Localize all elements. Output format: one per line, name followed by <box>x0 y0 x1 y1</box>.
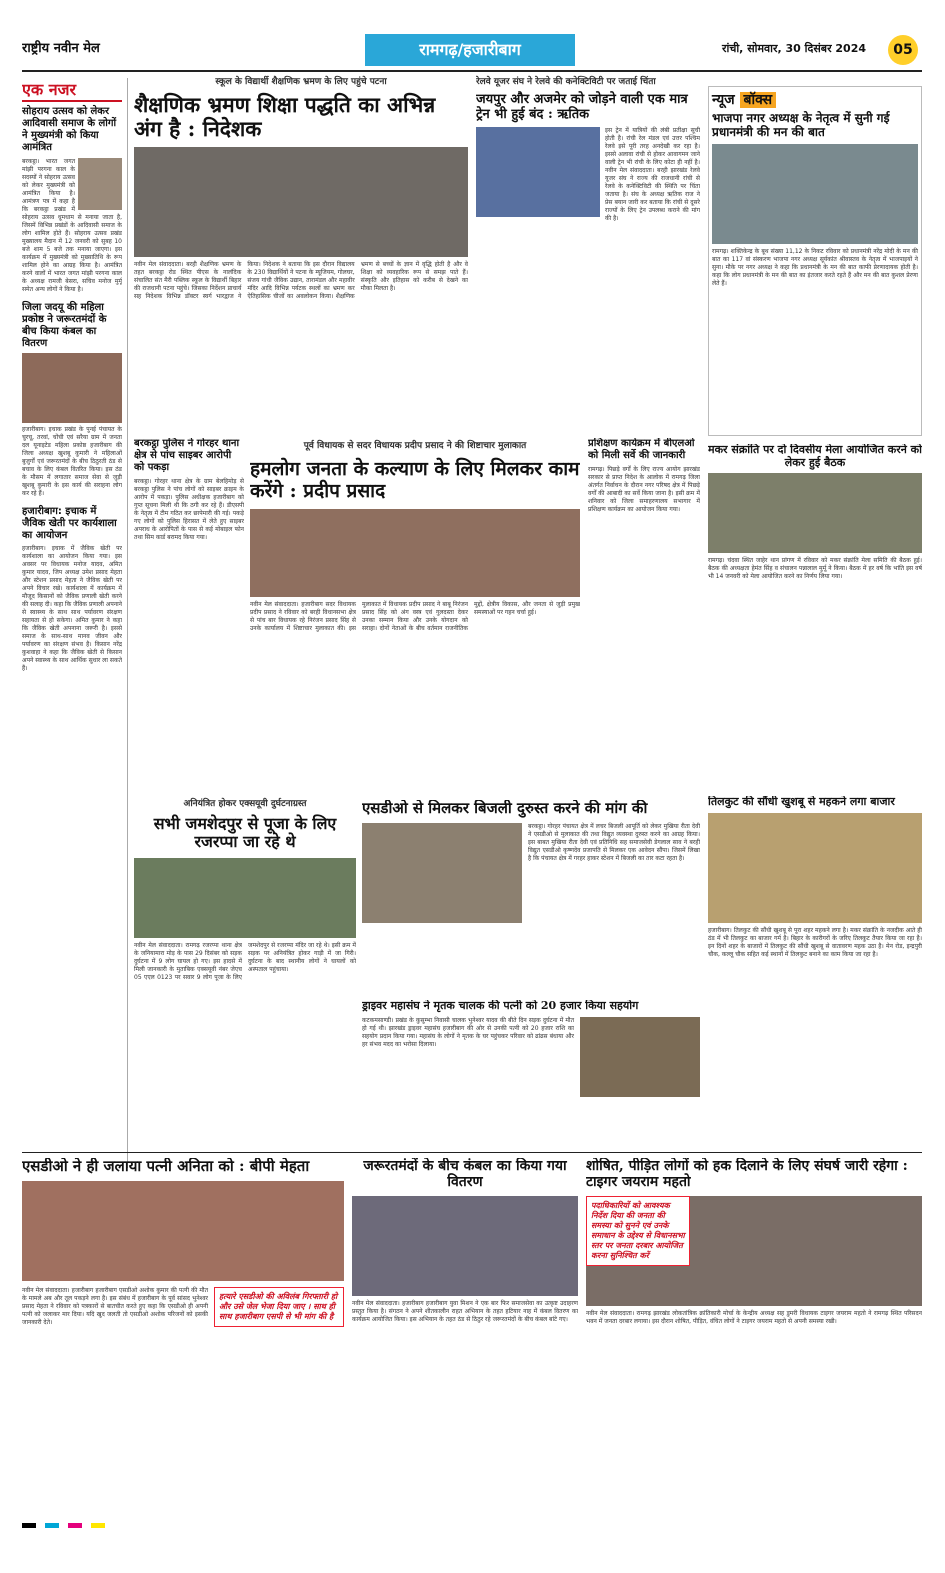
driver-photo <box>580 1017 700 1097</box>
swatch-magenta <box>68 1523 82 1528</box>
story3-title: हजारीबाग: इचाक में जैविक खेती पर कार्यशाला का आयोजन <box>22 506 117 541</box>
pradeep-story <box>250 438 580 738</box>
bottom-mid-story <box>352 1158 578 1508</box>
bottom-left-photo <box>22 1181 344 1281</box>
ek-nazar-column <box>22 78 122 1168</box>
bottom-mid-headline: जरूरतमंदों के बीच कंबल का किया गया वितरण <box>363 1158 567 1191</box>
paper-name: राष्ट्रीय नवीन मेल <box>22 41 100 56</box>
column-divider <box>127 78 128 1168</box>
pradeep-body: नवीन मेल संवाददाता। हजारीबाग सदर विधायक प्रदीप प्रसाद ने रविवार को बरही विधानसभा क्षेत्र से पांच बार विधायक रहे निरंजन प्रसाद सिंह से उनके कार्यालय में शिष्टाचार मुलाकात की। इस मुलाकात में विधायक प्रदीप प्रसाद ने बाबू निरंजन प्रसाद सिंह को अंग वस्त्र एवं गुलदस्ता देकर उनका सम्मान किया और उनके योगदान को सराहा। दोनों नेताओं के बीच वर्तमान राजनीतिक मुद्दों, क्षेत्रीय विकास, और जनता से जुड़ी प्रमुख समस्याओं पर गहन चर्चा हुई। <box>250 600 580 632</box>
section-rule <box>22 1152 922 1153</box>
accident-body: नवीन मेल संवाददाता। रामगढ़ रजरप्पा थाना क्षेत्र के जनियामारा मोड़ के पास 29 दिसंबर को सड़क दुर्घटना में 9 लोग घायल हो गए। इस हादसे में मिली जानकारी के मुताबिक एक्सयूवी नंबर जेएच 05 एएल 0123 पर सवार 9 लोग पूजा के लिए जमशेदपुर से रजरप्पा मंदिर जा रहे थे। इसी क्रम में सड़क पर अनियंत्रित होकर गाड़ी में जा गिरी। दुर्घटना के बाद स्थानीय लोगों ने घायलों को अस्पताल पहुंचाया। <box>134 941 356 981</box>
bottom-mid-body: नवीन मेल संवाददाता। हजारीबाग हजारीबाग युवा मिशन ने एक बार फिर समाजसेवा का उत्कृष्ट उदाहरण प्रस्तुत किया है। संगठन ने अपने शीतकालीन राहत अभियान के तहत हटियार नाह में कंबल वितरण का कार्यक्रम आयोजित किया। इस अभियान के तहत ठंड से ठिठुर रहे जरूरतमंदों के बीच कंबल बांटे गए। <box>352 1300 578 1324</box>
masthead <box>22 34 922 66</box>
electricity-headline: एसडीओ से मिलकर बिजली दुरुस्त करने की मांग की <box>362 800 648 817</box>
training-body: रामगढ़। पिछड़े वर्गों के लिए राज्य आयोग झारखंड सरकार से प्राप्त निदेश के आलोक में रामगढ़ जिला अंतर्गत निर्वाचन के दौरान नगर परिषद क्षेत्र में पिछड़े वर्गों की आबादी का सर्वे किया जाना है। इसी क्रम में शनिवार को जिला समाहरणालय सभागार में प्रशिक्षण कार्यक्रम का आयोजन किया गया। <box>588 466 700 513</box>
ek-nazar-label: एक नजर <box>22 78 122 102</box>
train-photo <box>476 127 600 217</box>
makar-body: रामगढ़। चंदवा स्थित जाहेर थान प्रांगण में रविवार को मकर संक्रांति मेला समिति की बैठक हुई। बैठक की अध्यक्षता हेमंत सिंह व संचालन पन्नालाल मुर्मू ने किया। बैठक में हर वर्ष कि भांति इस वर्ष भी 14 जनवरी को मेला आयोजित करने का निर्णय लिया गया। <box>708 557 922 581</box>
top-body: नवीन मेल संवाददाता। बरही शैक्षणिक भ्रमण के तहत बरकट्ठा रोड स्थित पीएस के नालंदिक संचालित संत मैरी पब्लिक स्कूल के विद्यार्थी बिहार की राजधानी पटना पहुंचे। जिसका निर्देशन प्राचार्य सह निदेशक विभिन्न डॉक्टर स्वर्ग भारद्वाज ने किया। निदेशक ने बताया कि इस दौरान विद्यालय के 230 विद्यार्थियों ने पटना के म्यूजियम, गोलघर, संजय गांधी जैविक उद्यान, तारामंडल और महावीर मंदिर आदि विभिन्न पर्यटक स्थलों का भ्रमण कर ऐतिहासिक चीजों का अवलोकन किया। शैक्षणिक भ्रमण से बच्चों के ज्ञान में वृद्धि होती है और वे शिक्षा को व्यवहारिक रूप से समझ पाते हैं। संस्कृति और इतिहास को करीब से देखने का मौका मिलता है। <box>134 261 468 301</box>
tilkut-title: तिलकुट की सौंधी खुशबू से महकने लगा बाजार <box>708 796 895 808</box>
color-registration-bar <box>22 1518 922 1528</box>
top-story <box>134 74 468 429</box>
story2-title: जिला जदयू की महिला प्रकोष्ठ ने जरूरतमंदों के बीच किया कंबल का वितरण <box>22 302 107 349</box>
students-photo <box>134 147 468 257</box>
news-box <box>708 86 922 436</box>
pradeep-kicker: पूर्व विधायक से सदर विधायक प्रदीप प्रसाद ने की शिष्टाचार मुलाकात <box>303 441 527 451</box>
meeting-photo <box>250 509 580 597</box>
bottom-left-headline: एसडीओ ने ही जलाया पत्नी अनिता को : बीपी मेहता <box>22 1158 310 1175</box>
page-number: 05 <box>888 35 918 65</box>
electricity-body: बरकट्ठा। गोरहर पंचायत क्षेत्र में लचर बिजली आपूर्ति को लेकर मुखिया रीता देवी ने एसडीओ से मुलाकात की तथा विद्युत व्यवस्था दुरुस्त करने का आग्रह किया। इस बाबत मुखिया रीता देवी एवं प्रतिनिधि सह समाजसेवी डेगलाल साव ने बरही विद्युत एसडीओ कृष्णदेव प्रजापति से मिलकर एक आवेदन सौंपा। जिसमें लिखा है कि पंचायत क्षेत्र में गरहर हाकर स्टेशन में बिजली का तार कटा रहता है। <box>528 823 700 863</box>
bottom-right-story <box>586 1158 922 1508</box>
police-title: बरकट्ठा पुलिस ने गोरहर थाना क्षेत्र से पांच साइबर आरोपी को पकड़ा <box>134 438 240 473</box>
accident-photo <box>134 858 356 938</box>
rail-headline: जयपुर और अजमेर को जोड़ने वाली एक मात्र ट्रेन भी हुई बंद : ऋतिक <box>476 92 688 122</box>
bottom-left-callout: हत्यारे एसडीओ की अविलंब गिरफ्तारी हो और उसे जेल भेजा दिया जाए । साथ ही साथ हजारीबाग एसपी से भी मांग की है <box>214 1287 344 1327</box>
story3-body: हजारीबाग। इचाक में जैविक खेती पर कार्यशाला का आयोजन किया गया। इस अवसर पर विधायक मनोज यादव, अमित कुमार यादव, जिप अध्यक्ष उमेश प्रसाद मेहता और स्टेशन प्रसाद मेहता ने जैविक खेती पर अपने विचार रखे। कार्यशाला में कार्यक्रम में मौजूद किसानों को जैविक प्रणाली खेती करने की सलाह दी। कहा कि जैविक प्रणाली अपनाने से स्वास्थ्य के साथ साथ पर्यावरण संरक्षण सहायता से हो सकेगा। अमित कुमार ने कहा कि जैविक खेती अपनाना जरूरी है। इससे समाज के साथ-साथ मानव जीवन और पर्यावरण का संरक्षण संभव है। किसान नरेंद्र कुशवाहा ने कहा कि जैविक खेती से किसान अपने स्वास्थ्य के साथ आर्थिक सुधार ला सकते हैं। <box>22 545 122 672</box>
driver-headline: ड्राइवर महासंघ ने मृतक चालक की पत्नी को 20 हजार किया सहयोग <box>362 1000 639 1012</box>
rail-body: इस ट्रेन में यात्रियों की लंबी प्रतीक्षा सूची होती है। रांची रेल मंडल एवं उत्तर पश्चिम रेलवे इसे पूरी तरह अनदेखी कर रहा है। इससे अलावा रांची से होकर आवागमन जाने वाली ट्रेन भी रांची के लिए कोटा ही नहीं है। नवीन मेल संवाददाता। बरही झारखंड रेलवे यूजर संघ ने राज्य की राजधानी रांची से रेलवे के कनेक्टिविटी की स्थिति पर चिंता जताया है। संघ के अध्यक्ष ऋतिक राज ने प्रेस बयान जारी कर बताया कि रांची से दूसरे राज्यों के लिए ट्रेन उपलब्ध कराने की मांग की है। <box>605 126 700 222</box>
section-title: रामगढ़/हजारीबाग <box>365 34 575 66</box>
bottom-left-body: नवीन मेल संवाददाता। हजारीबाग हजारीबाग एसडीओ अशोक कुमार की पत्नी की मौत के मामले अब और तूल पकड़ने लगा है। इस संबंध में हजारीबाग के पूर्व सांसद भुनेश्वर प्रसाद मेहता ने रविवार को पत्रकारों से बातचीत करते हुए कहा कि एसडीओ ही अपनी पत्नी को जलाकर मार दिया। यदि खुद जलती तो एसडीओ अशोक परिजनों को इसकी जानकारी देते। <box>22 1287 208 1327</box>
news-box-label-a: न्यूज <box>712 92 735 108</box>
blanket-photo <box>22 353 122 423</box>
story2-body: हजारीबाग। इचाक प्रखंड के पुनई पंचायत के चुरचू, तरवां, चोंची एवं सरैया ग्राम में जनता दल यूनाइटेड महिला प्रकोष्ठ हजारीबाग की जिला अध्यक्ष खुशबू कुमारी ने महिलाओं बुजुर्गों एवं जरूरतमंदों के बीच ठिठुरती ठंड से बचाव के लिए कंबल वितरित किया। इस ठंड के मौसम में लगातार समाज सेवा से जुड़ी खुशबू कुमारी के इस कार्य की सराहना लोग कर रहे हैं। <box>22 426 122 497</box>
bottom-left-story <box>22 1158 344 1508</box>
news-box-body: रामगढ़। शक्तिकेन्द्र के बूथ संख्या 11,12 के निकट रविवार को प्रधानमंत्री नरेंद्र मोदी के मन की बात का 117 वां संस्करण भाजपा नगर अध्यक्ष सूर्यकांत श्रीवास्तव के नेतृत्व में भाजपाइयों ने सुना। मौके पर नगर अध्यक्ष ने कहा कि प्रधानमंत्री के मन की बात काफी प्रेरणादायक होती है। कहा कि लोग प्रधानमंत्री के मन की बात का इंतजार करते रहते हैं और मन की बात कुशल प्रेरणा लेते हैं। <box>712 247 918 287</box>
makar-story <box>708 444 922 784</box>
top-headline: शैक्षणिक भ्रमण शिक्षा पद्धति का अभिन्न अंग है : निदेशक <box>134 92 436 142</box>
news-box-label-b: बॉक्स <box>740 92 777 108</box>
bottom-right-callout: पदाधिकारियों को आवश्यक निर्देश दिया की जनता की समस्या को सुनने एवं उनके समाधान के उद्देश्य से विधानसभा स्तर पर जनता दरबार आयोजित करना सुनिश्चित करें <box>586 1196 690 1266</box>
bottom-right-body: नवीन मेल संवाददाता। रामगढ़ झारखंड लोकतांत्रिक क्रांतिकारी मोर्चा के केन्द्रीय अध्यक्ष सह डुमरी विधायक टाइगर जयराम महतो ने रामगढ़ स्थित परिसदन भवन में जनता दरबार लगाया। इस दौरान शोषित, पीड़ित, वंचित लोगों ने टाइगर जयराम महतो से अपनी समस्या रखी। <box>586 1310 922 1326</box>
accident-story <box>134 796 356 1146</box>
training-title: प्रशिक्षण कार्यक्रम में बीएलओ को मिली सर्वे की जानकारी <box>588 438 695 461</box>
makar-title: मकर संक्रांति पर दो दिवसीय मेला आयोजित करने को लेकर हुई बैठक <box>708 444 922 469</box>
mann-ki-baat-photo <box>712 144 918 244</box>
driver-body: कटकमसाण्डी। प्रखंड के कुसुम्भा निवासी चालक भुनेश्वर यादव की बीते दिन सड़क दुर्घटना में मौत हो गई थी। झारखंड ड्राइवर महासंघ हजारीबाग की ओर से उनकी पत्नी को 20 हजार राशि का सहयोग प्रदान किया गया। महासंघ के लोगों ने मृतक के घर पहुंचकर परिवार को ढांढस बंधाया और हर संभव मदद का भरोसा दिलाया। <box>362 1016 574 1048</box>
accident-headline: सभी जमशेदपुर से पूजा के लिए रजरप्पा जा रहे थे <box>153 814 337 852</box>
dateline: रांची, सोमवार, 30 दिसंबर 2024 <box>722 42 867 55</box>
tilkut-photo <box>708 813 922 923</box>
swatch-black <box>22 1523 36 1528</box>
tilkut-story <box>708 796 922 1146</box>
bottom-right-headline: शोषित, पीड़ित लोगों को हक दिलाने के लिए संघर्ष जारी रहेगा : टाइगर जयराम महतो <box>586 1158 908 1191</box>
swatch-cyan <box>45 1523 59 1528</box>
news-box-headline: भाजपा नगर अध्यक्ष के नेतृत्व में सुनी गई प्रधानमंत्री की मन की बात <box>712 111 890 139</box>
electricity-story <box>362 800 700 990</box>
portrait-photo <box>78 158 122 210</box>
rail-kicker: रेलवे यूजर संघ ने रेलवे की कनेक्टिविटी पर जताई चिंता <box>476 77 656 87</box>
tilkut-body: हजारीबाग। तिलकुट की सौंधी खुशबू से पूरा शहर महकने लगा है। मकर संक्रांति के नजदीक आते ही ठंड में भी तिलकुट का बाजार गर्म है। बिहार के कारीगरों के जरिए तिलकुट तैयार किया जा रहा है। इन दिनों शहर के बाजारों में तिलकुट की सौंधी खुशबू से वातावरण महक उठा है। मेन रोड, इन्द्रपुरी चौक, कल्लू चौक सहित कई स्थानों में तिलकुट बनाने का काम किया जा रहा है। <box>708 926 922 958</box>
police-story <box>134 438 244 728</box>
accident-kicker: अनियंत्रित होकर एक्सयूवी दुर्घटनाग्रस्त <box>183 799 307 809</box>
story1-title: सोहराय उत्सव को लेकर आदिवासी समाज के लोगों ने मुख्यमंत्री को किया आमंत्रित <box>22 106 117 153</box>
pradeep-headline: हमलोग जनता के कल्याण के लिए मिलकर काम करेंगे : प्रदीप प्रसाद <box>250 458 580 502</box>
masthead-rule <box>22 70 922 72</box>
police-body: बरकट्ठा। गोरहर थाना क्षेत्र के ग्राम बेलहिमोड़ से बरकट्ठा पुलिस ने पांच लोगों को साइबर क्राइम के आरोप में पकड़ा। पुलिस अधीक्षक हजारीबाग को गुप्त सूचना मिली थी कि ठगी कर रहे हैं। डीएसपी के नेतृत्व में टीम गठित कर छापेमारी की गई। पकड़े गए लोगों को पुलिस हिरासत में लेते हुए साइबर अपराध के आरोपितों के पास से कई मोबाइल फोन तथा सिम कार्ड बरामद किया गया। <box>134 478 244 541</box>
driver-story <box>362 1000 700 1150</box>
makar-photo <box>708 473 922 553</box>
swatch-yellow <box>91 1523 105 1528</box>
sdo-photo <box>362 823 522 923</box>
training-story <box>588 438 700 738</box>
story1-body: बरकट्ठा। भारत जगत मांझी परगना काल के सदस्यों ने सोहराय उत्सव को लेकर मुख्यमंत्री को आमंत्रित किया है। आमंत्रण पत्र में कहा है कि बरकट्ठा प्रखंड में सोहराय उत्सव धूमधाम से मनाया जाता है, जिसमें विभिन्न प्रखंडों के आदिवासी समाज के लोग शामिल होते हैं। सोहराय उत्सव प्रखंड मुख्यालय मैदान में 12 जनवरी को सुबह 10 बजे शाम 5 बजे तक मनाया जाएगा। इस कार्यक्रम में मुख्यमंत्री को मुख्यातिथि के रूप शामिल होने का आग्रह किया है। आमंत्रित करने वालों में भारत जगत मांझी परगना काल के अध्यक्ष रामजी बेसरा, सचिव मनोज मुर्मू समेत अन्य लोगों ने किया है। <box>22 158 122 293</box>
top-kicker: स्कूल के विद्यार्थी शैक्षणिक भ्रमण के लिए पहुंचे पटना <box>215 77 387 87</box>
bottom-mid-photo <box>352 1196 578 1296</box>
rail-story <box>476 74 700 429</box>
